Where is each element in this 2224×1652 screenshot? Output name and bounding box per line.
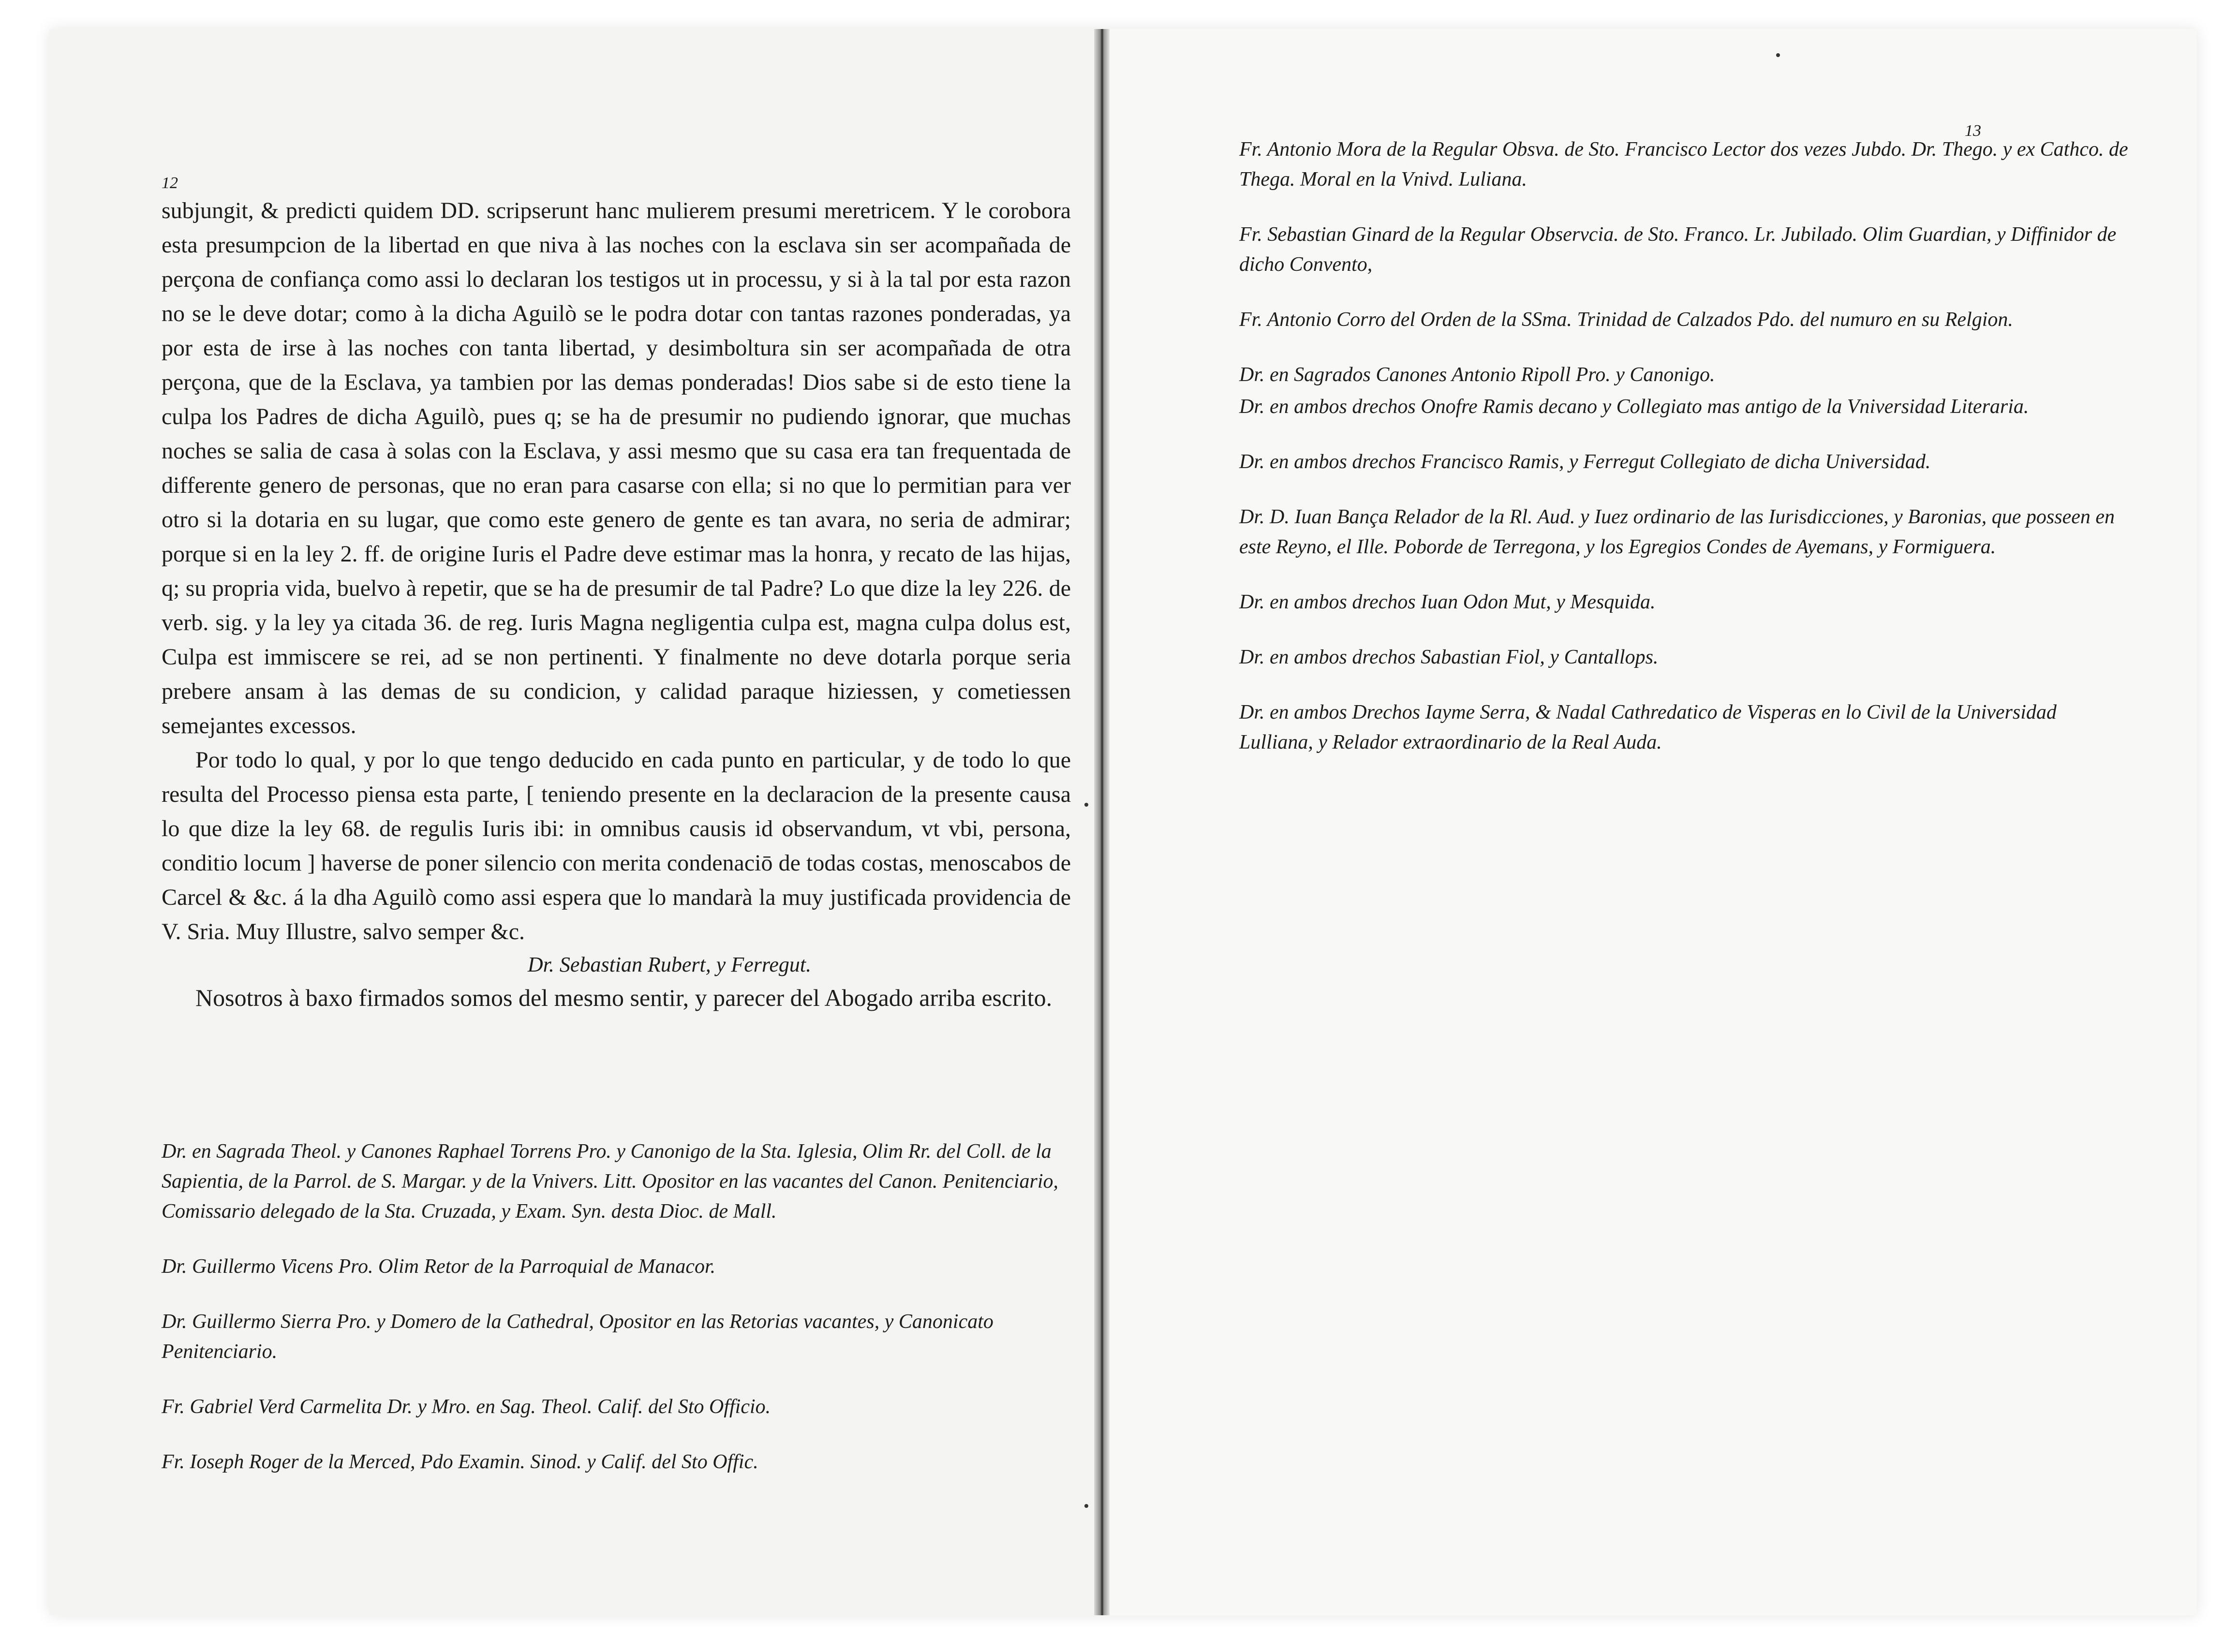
page-number-right: 13 <box>1965 122 1981 140</box>
body-paragraph-1: subjungit, & predicti quidem DD. scripserunt hanc mulierem presumi meretricem. Y le corobora esta presumpcion de la libertad en que niva à las noches con la esclava sin ser acompañada de perçona de confiança como assi lo declaran los testigos ut in processu, y si à la tal por esta razon no se le deve dotar; como à la dicha Aguilò se le podra dotar con tantas razones ponderadas, ya por esta de irse à las noches con tanta libertad, y desimboltura sin ser acompañada de otra perçona, que de la Esclava, ya tambien por las demas ponderadas! Dios sabe si de esto tiene la culpa los Padres de dicha Aguilò, pues q; se ha de presumir no pudiendo ignorar, que muchas noches se salia de casa à solas con la Esclava, y assi mesmo que su casa era tan frequentada de differente genero de personas, que no eran para casarse con ella; si no que lo permitian para ver otro si la dotaria en su lugar, que como este genero de gente es tan avara, no seria de admirar; porque si en la ley 2. ff. de origine Iuris el Padre deve estimar mas la honra, y recato de las hijas, q; su propria vida, buelvo à repetir, que se ha de presumir de tal Padre? Lo que dize la ley 226. de verb. sig. y la ley ya citada 36. de reg. Iuris Magna negligentia culpa est, magna culpa dolus est, Culpa est immiscere se rei, ad se non pertinenti. Y finalmente no deve dotarla porque seria prebere ansam à las demas de su condicion, y calidad paraque hiziessen, y cometiessen semejantes excessos. <box>162 198 1071 738</box>
left-page <box>49 29 1094 1615</box>
signatory-entry: Dr. Guillermo Sierra Pro. y Domero de la Cathedral, Opositor en las Retorias vacantes, y Canonicato Penitenciario. <box>162 1311 993 1363</box>
signatories-list-left <box>162 1136 1071 1502</box>
right-page <box>1110 29 2197 1615</box>
signatory-entry: Fr. Gabriel Verd Carmelita Dr. y Mro. en Sag. Theol. Calif. del Sto Officio. <box>162 1396 771 1418</box>
subscription-statement: Nosotros à baxo firmados somos del mesmo sentir, y parecer del Abogado arriba escrito. <box>195 984 1053 1011</box>
signatory-entry: Dr. en ambos drechos Sabastian Fiol, y Cantallops. <box>1239 646 1659 668</box>
signatory-entry: Dr. en ambos drechos Onofre Ramis decano y Collegiato mas antigo de la Vniversidad Literaria. <box>1239 396 2029 418</box>
body-paragraph-2: Por todo lo qual, y por lo que tengo deducido en cada punto en particular, y de todo lo que resulta del Processo piensa esta parte, [ teniendo presente en la declaracion de la presente causa lo que dize la ley 68. de regulis Iuris ibi: in omnibus causis id observandum, vt vbi, persona, conditio locum ] haverse de poner silencio con merita condenaciō de todas costas, menoscabos de Carcel & &c. á la dha Aguilò como assi espera que lo mandarà la muy justificada providencia de V. Sria. Muy Illustre, salvo semper &c. <box>162 747 1071 944</box>
signatory-entry: Fr. Antonio Corro del Orden de la SSma. Trinidad de Calzados Pdo. del numuro en su Relgion. <box>1239 309 2013 331</box>
ink-speck <box>1084 1504 1088 1508</box>
signatory-entry: Dr. Guillermo Vicens Pro. Olim Retor de la Parroquial de Manacor. <box>162 1255 716 1278</box>
book-spread <box>49 29 2197 1615</box>
signatory-entry: Dr. D. Iuan Bança Relador de la Rl. Aud. y Iuez ordinario de las Iurisdicciones, y Baronias, que posseen en este Reyno, el Ille. Poborde de Terregona, y los Egregios Condes de Ayemans, y Formiguera. <box>1239 506 2115 558</box>
signatory-entry: Dr. en Sagrados Canones Antonio Ripoll Pro. y Canonigo. <box>1239 364 1715 386</box>
ink-speck <box>1084 803 1088 807</box>
signatory-entry: Fr. Sebastian Ginard de la Regular Observcia. de Sto. Franco. Lr. Jubilado. Olim Guardian, y Diffinidor de dicho Convento, <box>1239 223 2117 276</box>
page-number-left: 12 <box>162 174 178 192</box>
author-signature: Dr. Sebastian Rubert, y Ferregut. <box>527 953 812 976</box>
legal-argument-text <box>162 193 1071 1015</box>
signatory-entry: Fr. Antonio Mora de la Regular Obsva. de Sto. Francisco Lector dos vezes Jubdo. Dr. Thego. y ex Cathco. de Thega. Moral en la Vnivd. Luliana. <box>1239 138 2128 191</box>
signatories-list-right <box>1239 134 2129 782</box>
signatory-entry: Fr. Ioseph Roger de la Merced, Pdo Examin. Sinod. y Calif. del Sto Offic. <box>162 1451 758 1473</box>
signatory-entry: Dr. en ambos Drechos Iayme Serra, & Nadal Cathredatico de Visperas en lo Civil de la Universidad Lulliana, y Relador extraordinario de la Real Auda. <box>1239 701 2057 753</box>
signatory-entry: Dr. en ambos drechos Francisco Ramis, y Ferregut Collegiato de dicha Universidad. <box>1239 451 1931 473</box>
signatory-entry: Dr. en Sagrada Theol. y Canones Raphael Torrens Pro. y Canonigo de la Sta. Iglesia, Olim Rr. del Coll. de la Sapientia, de la Parrol. de S. Margar. y de la Vnivers. Litt. Opositor en las vacantes del Canon. Penitenciario, Comissario delegado de la Sta. Cruzada, y Exam. Syn. desta Dioc. de Mall. <box>162 1140 1059 1223</box>
book-gutter <box>1094 29 1110 1615</box>
signatory-entry: Dr. en ambos drechos Iuan Odon Mut, y Mesquida. <box>1239 591 1656 613</box>
ink-speck <box>1776 53 1780 57</box>
